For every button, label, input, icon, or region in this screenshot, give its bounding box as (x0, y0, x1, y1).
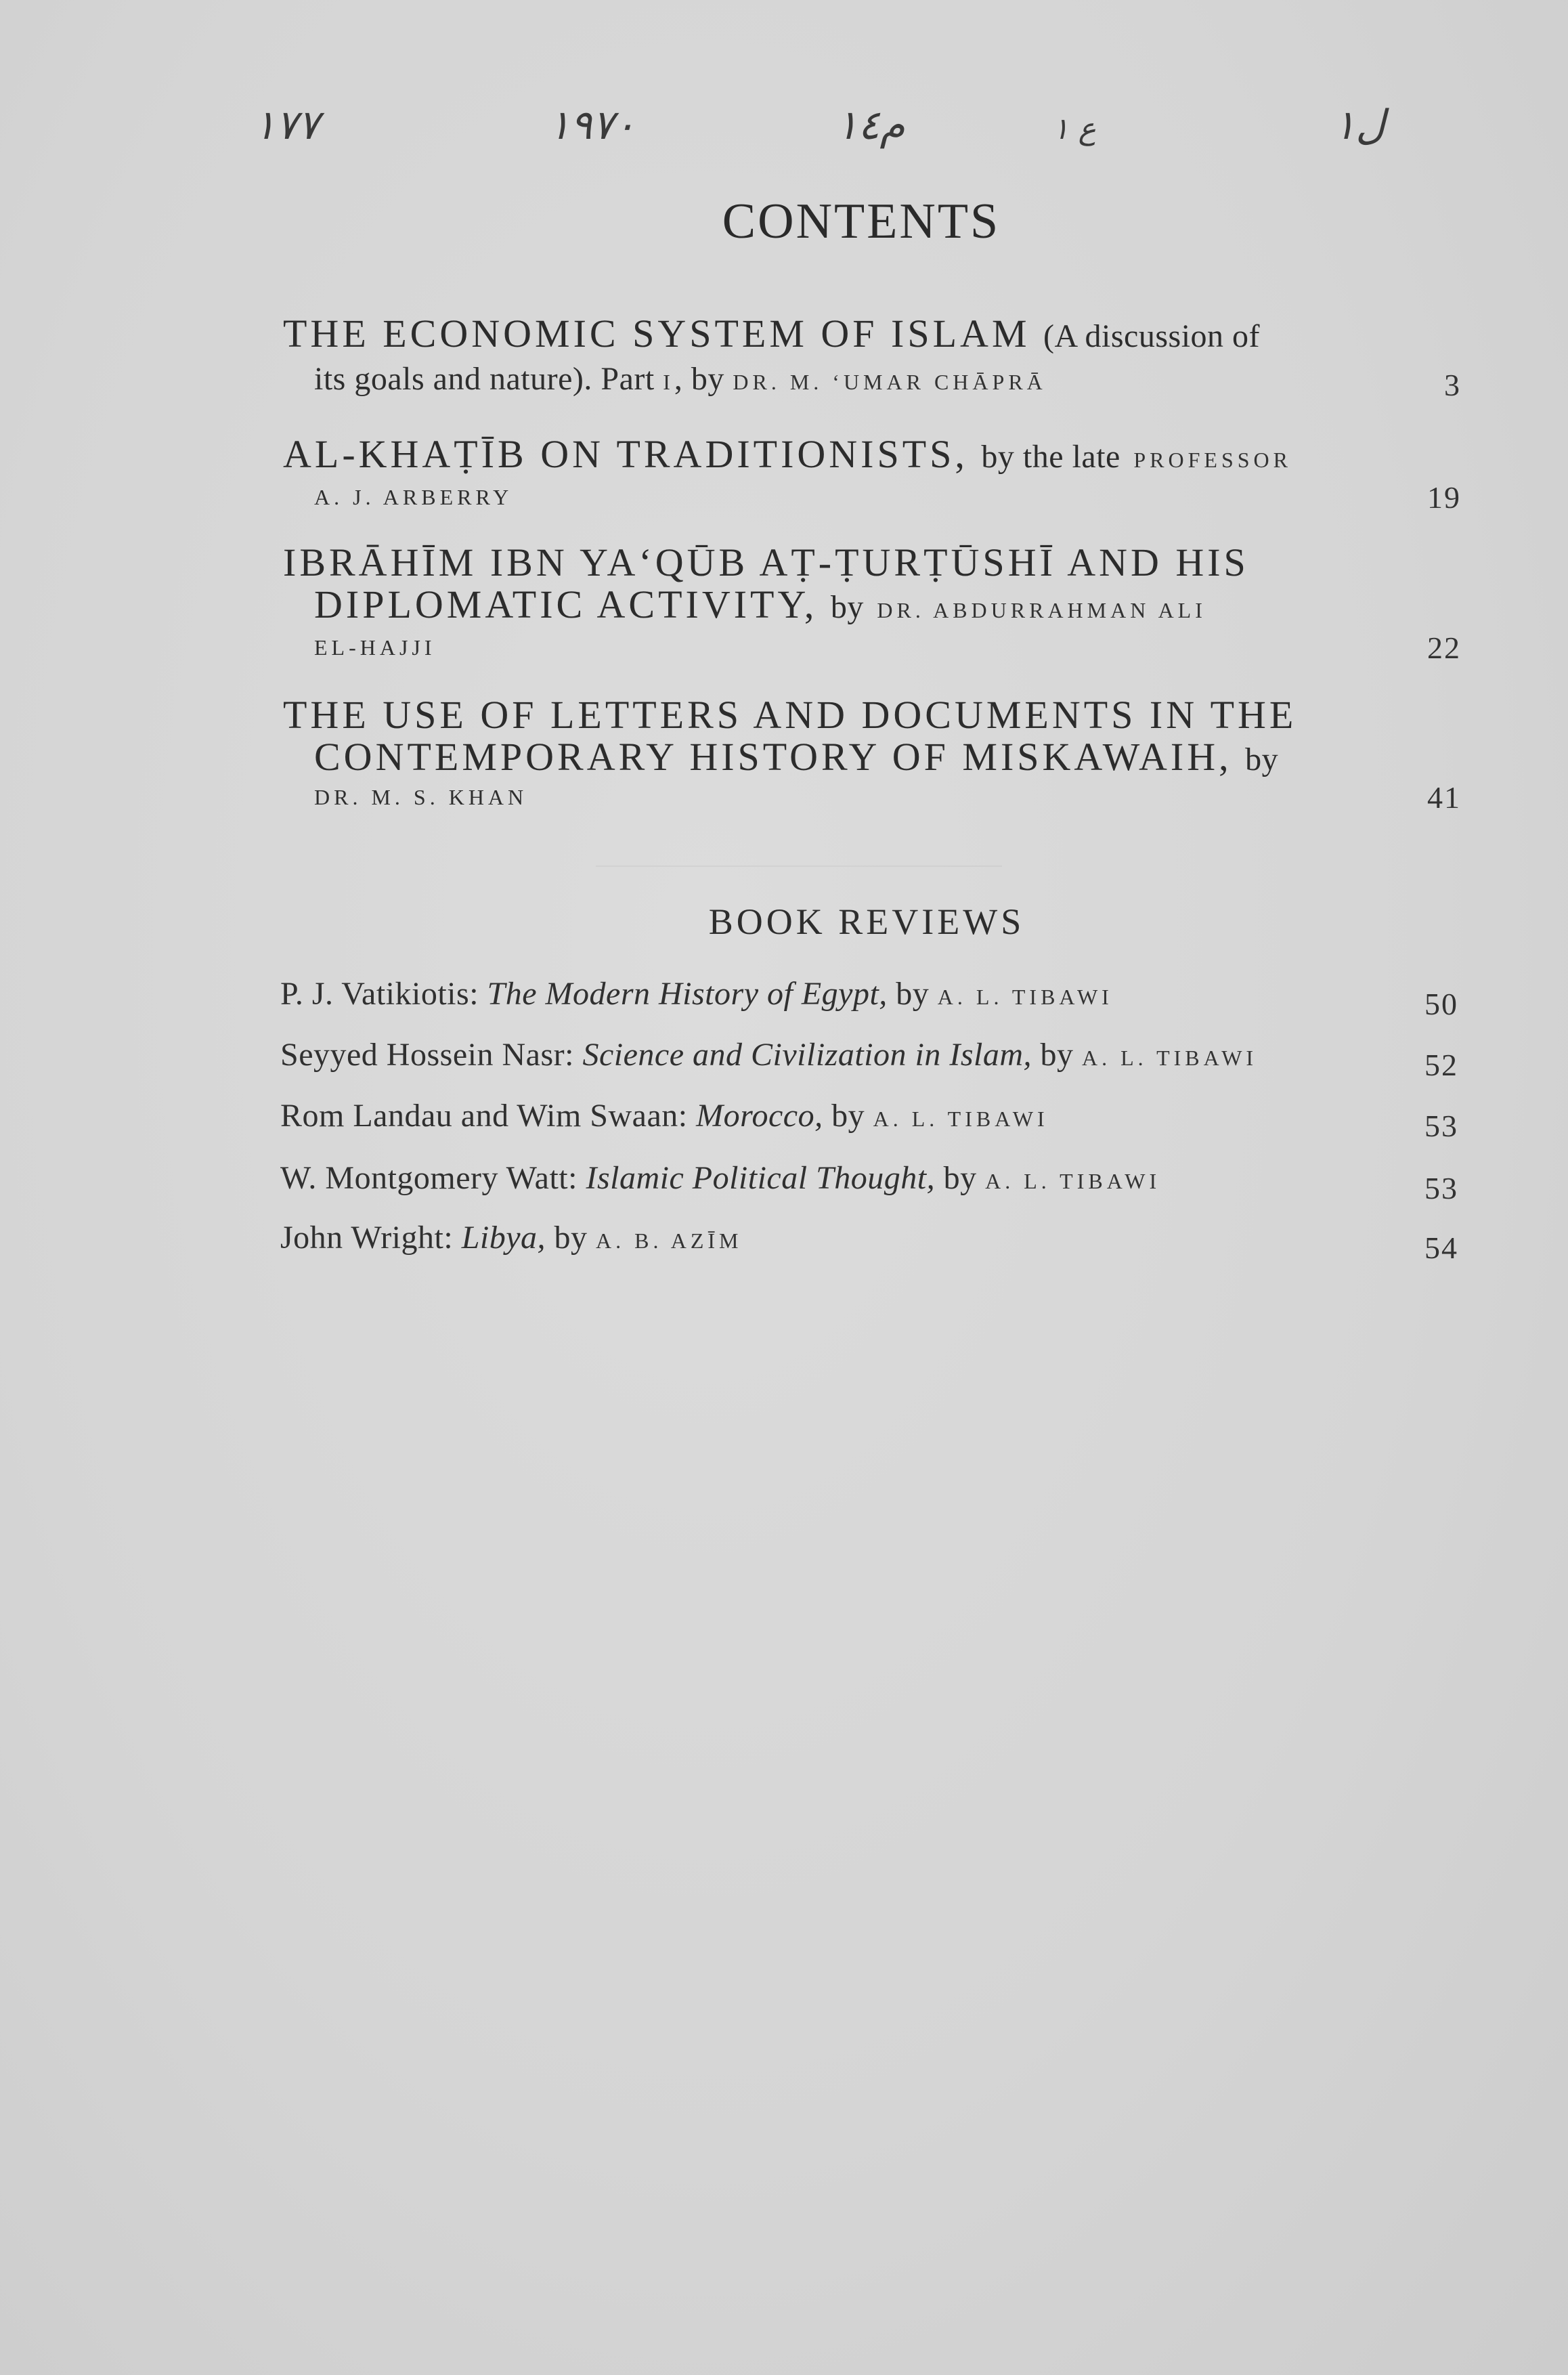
article-author: DR. ABDURRAHMAN ALI (877, 598, 1206, 622)
review-book-author: P. J. Vatikiotis: (280, 976, 479, 1012)
page-number: 50 (1424, 987, 1458, 1021)
article-title: THE ECONOMIC SYSTEM OF ISLAM (283, 312, 1030, 356)
review-entry (280, 1097, 1458, 1143)
review-work-title: Science and Civilization in Islam, (582, 1037, 1032, 1073)
page-number: 52 (1424, 1048, 1458, 1082)
by-label: by (896, 976, 930, 1012)
toc-entry (283, 540, 1461, 665)
review-book-author: W. Montgomery Watt: (280, 1160, 578, 1196)
handwritten-note-4: ع ١ (1053, 112, 1096, 146)
by-label: by (943, 1160, 977, 1196)
review-entry (280, 1219, 1458, 1265)
article-title-line1: IBRĀHĪM IBN YAʻQŪB AṬ-ṬURṬŪSHĪ AND HIS (283, 540, 1249, 584)
review-work-title: Morocco, (696, 1098, 823, 1134)
article-title-line2: its goals and nature). Part (314, 361, 655, 397)
toc-entry (283, 312, 1461, 402)
article-author: A. J. ARBERRY (314, 485, 513, 509)
article-author: DR. M. ʻUMAR CHĀPRĀ (733, 370, 1047, 394)
page-number: 53 (1424, 1171, 1458, 1205)
page-number: 22 (1427, 630, 1461, 665)
page-number: 19 (1427, 480, 1461, 515)
handwritten-note-3: م١٤ (836, 102, 905, 149)
review-book-author: Rom Landau and Wim Swaan: (280, 1098, 688, 1134)
review-book-author: Seyyed Hossein Nasr: (280, 1037, 574, 1073)
article-title: AL-KHAṬĪB ON TRADITIONISTS, (283, 432, 968, 476)
article-title-line2: DIPLOMATIC ACTIVITY, (314, 582, 818, 626)
reviewer: A. L. TIBAWI (873, 1107, 1049, 1131)
toc-entry (283, 432, 1461, 515)
author-prefix: PROFESSOR (1133, 448, 1292, 472)
part-number: I (663, 370, 674, 394)
article-author: DR. M. S. KHAN (314, 785, 528, 809)
by-label: by (831, 1098, 865, 1134)
review-work-title: The Modern History of Egypt, (487, 976, 888, 1012)
toc-entry (283, 693, 1461, 815)
reviewer: A. L. TIBAWI (1082, 1046, 1258, 1070)
review-work-title: Islamic Political Thought, (586, 1160, 936, 1196)
article-author-cont: EL-HAJJI (314, 635, 436, 660)
by-label: by (830, 589, 864, 625)
handwritten-note-2: ١٩٧٠ (548, 102, 636, 149)
review-entry (280, 1036, 1458, 1082)
review-book-author: John Wright: (280, 1220, 454, 1256)
article-title-line1: THE USE OF LETTERS AND DOCUMENTS IN THE (283, 693, 1297, 737)
by-label: by (1245, 742, 1279, 777)
by-label: by (554, 1220, 588, 1256)
reviewer: A. B. AZĪM (596, 1228, 743, 1253)
page-number: 53 (1424, 1109, 1458, 1143)
book-reviews-title: BOOK REVIEWS (708, 901, 1025, 942)
by-label: by (1040, 1037, 1074, 1073)
handwritten-note-1: ١٧٧ (254, 102, 320, 149)
by-label: by the late (981, 439, 1120, 475)
page-number: 3 (1444, 368, 1461, 402)
review-work-title: Libya, (461, 1220, 546, 1256)
article-title-rest: (A discussion of (1043, 318, 1261, 354)
review-entry (280, 975, 1458, 1021)
page-number: 41 (1427, 780, 1461, 815)
reviewer: A. L. TIBAWI (985, 1169, 1161, 1193)
contents-title: CONTENTS (722, 194, 1001, 249)
article-title-line2: CONTEMPORARY HISTORY OF MISKAWAIH, (314, 735, 1232, 779)
divider (596, 865, 1002, 867)
reviewer: A. L. TIBAWI (937, 985, 1113, 1009)
page-number: 54 (1424, 1231, 1458, 1265)
by-label: , by (674, 361, 724, 397)
review-entry (280, 1159, 1458, 1205)
handwritten-note-5: ل١ (1334, 102, 1385, 149)
